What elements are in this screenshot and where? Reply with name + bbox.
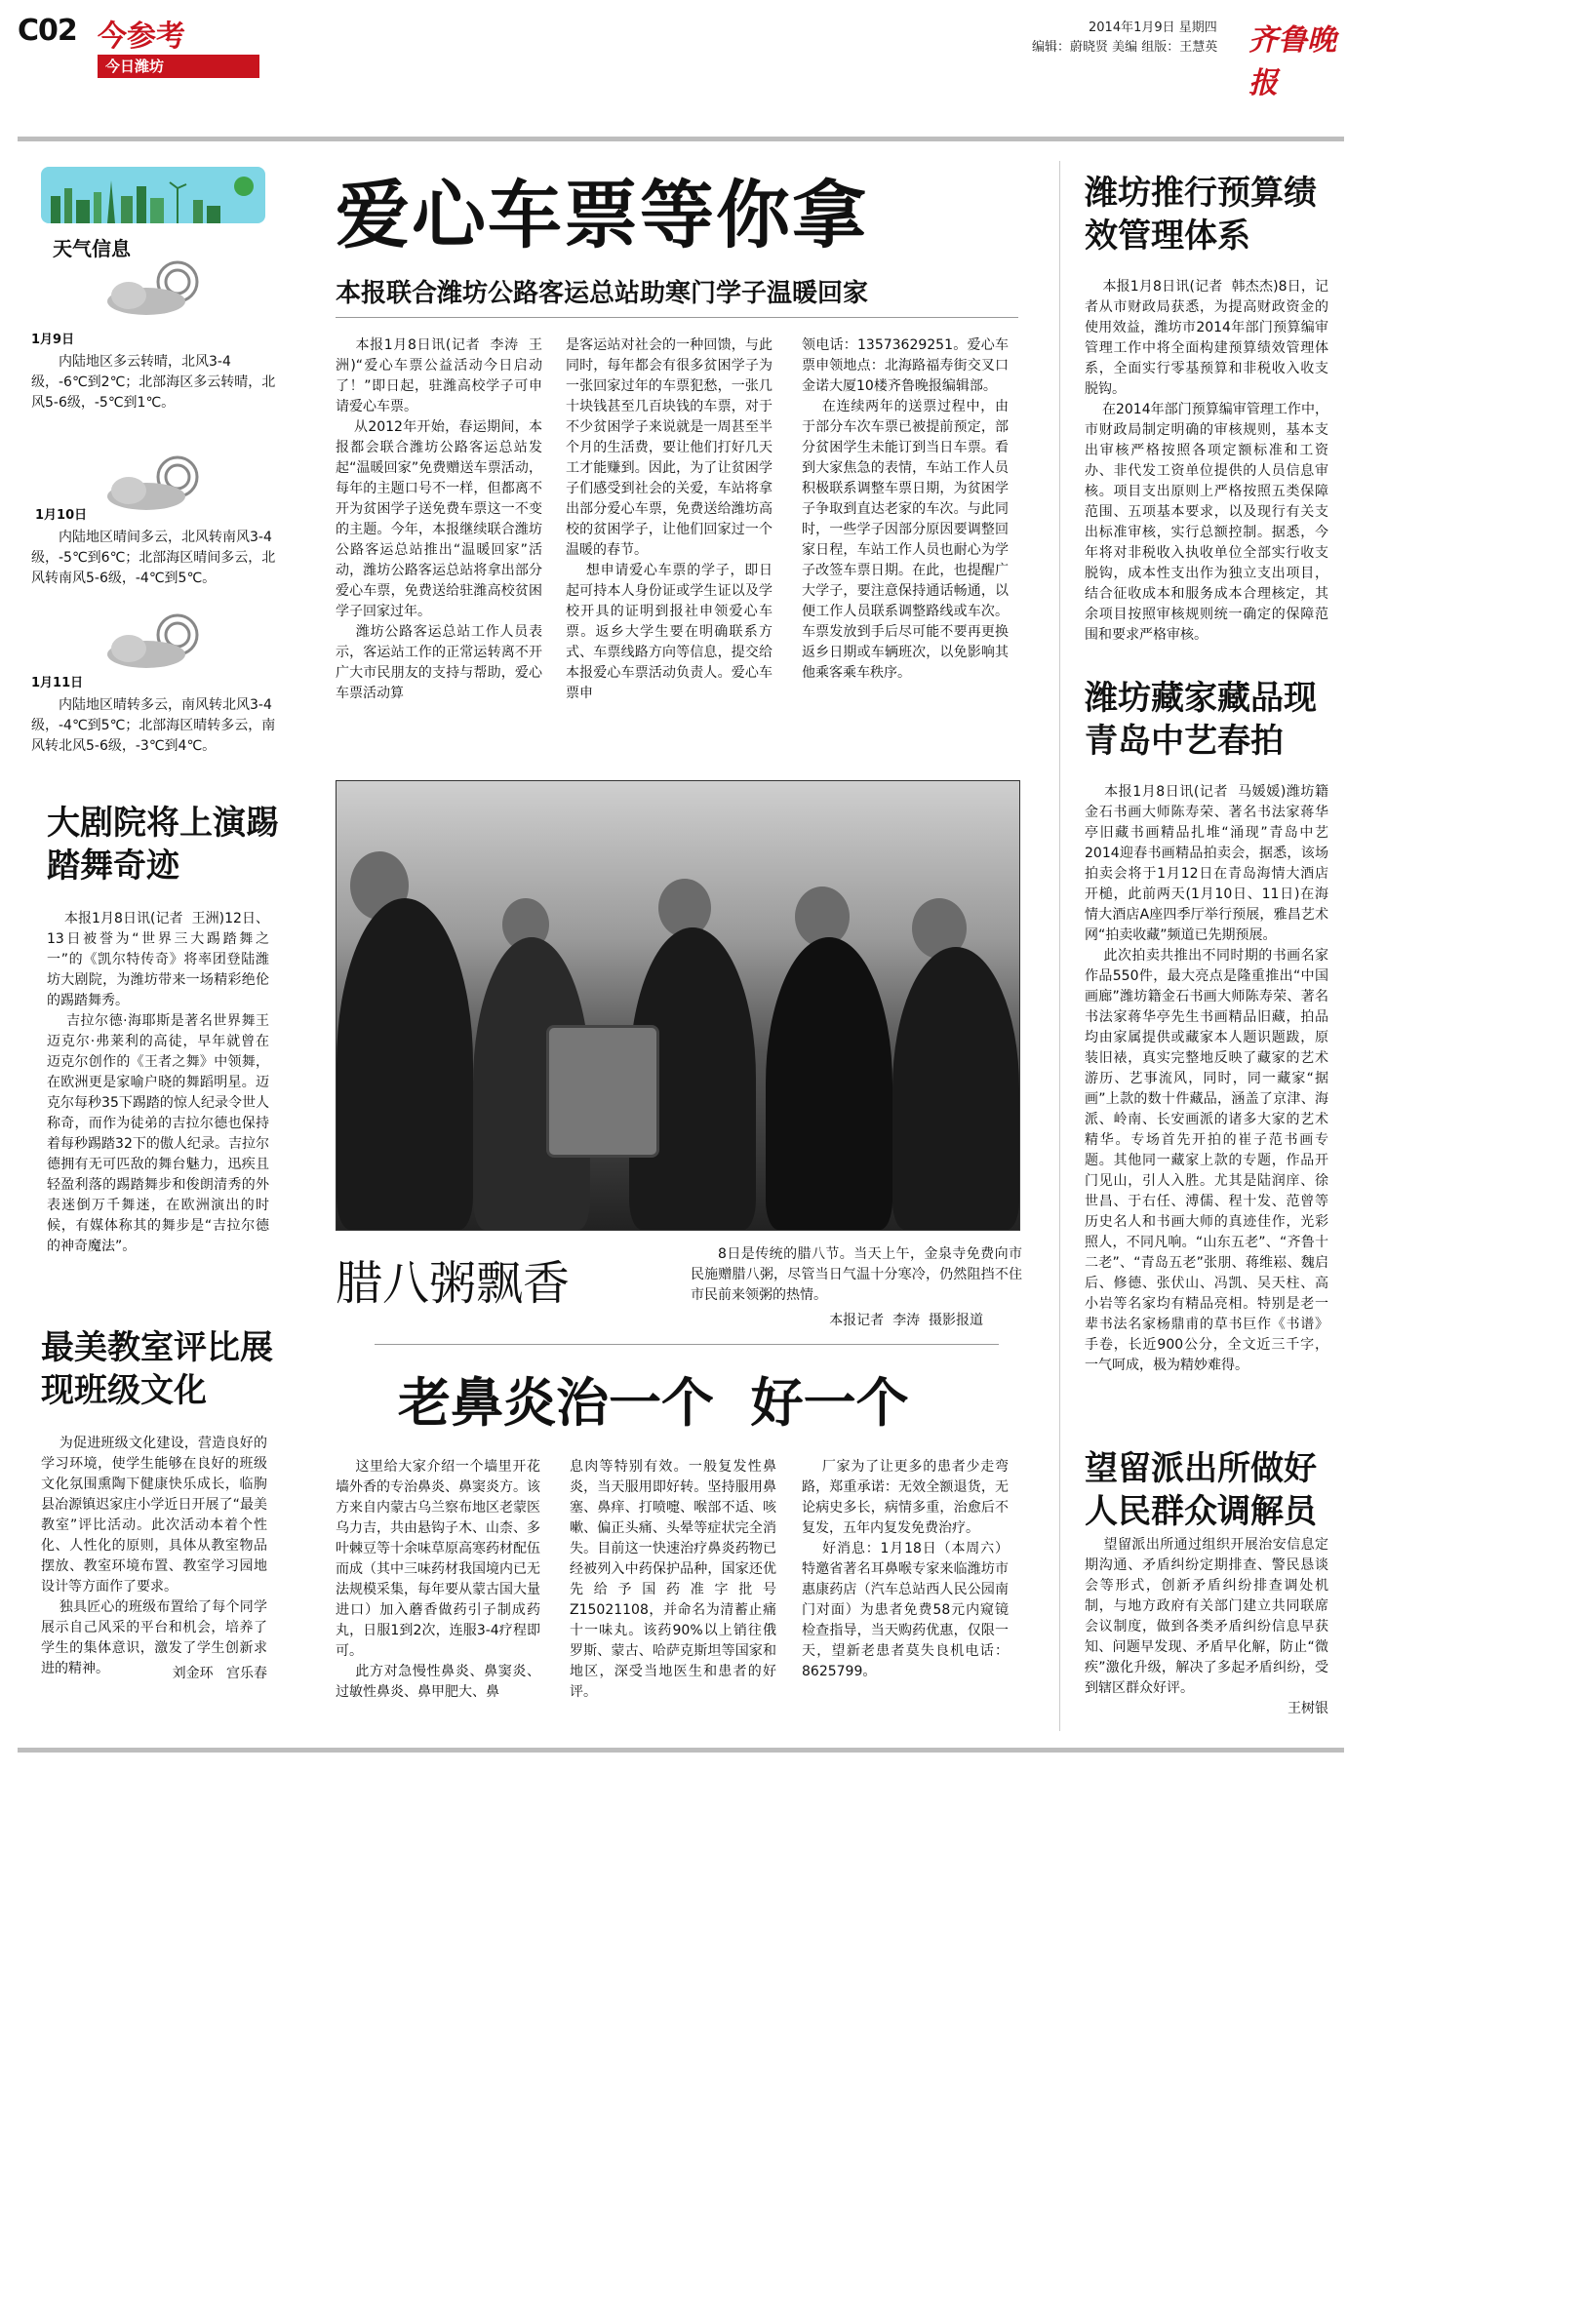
cloudy-sun-icon xyxy=(90,258,217,317)
cloudy-sun-icon xyxy=(90,453,217,512)
classroom-body: 为促进班级文化建设，营造良好的学习环境，使学生能够在良好的班级文化氛围熏陶下健康快乐成长，临朐县冶源镇迟家庄小学近日开展了“最美教室”评比活动。此次活动本着个性化、人性化的原则，具体从教室物品摆放、教室环境布置、教室学习园地设计等方面作了要求。 独具匠心的班级布置给了每个同学展示自己风采的平台和机会，培养了学生的集体意识，激发了学生创新求进的精神。 xyxy=(41,1436,267,1676)
lead-subhead: 本报联合潍坊公路客运总站助寒门学子温暖回家 xyxy=(336,279,869,308)
city-skyline-icon xyxy=(41,167,265,223)
cloudy-sun-icon xyxy=(90,611,217,670)
police-body: 望留派出所通过组织开展治安信息定期沟通、矛盾纠纷定期排查、警民恳谈会等形式，创新矛盾纠纷排查调处机制，与地方政府有关部门建立共同联席会议制度，做到各类矛盾纠纷信息早获知、问题早发现、矛盾早化解，防止“微疾”激化升级，解决了多起矛盾纠纷，受到辖区群众好评。 xyxy=(1085,1537,1328,1696)
collector-body: 本报1月8日讯(记者 马媛媛)潍坊籍金石书画大师陈寿荣、著名书法家蒋华亭旧藏书画精品扎堆“涌现”青岛中艺2014迎春书画精品拍卖会，据悉，该场拍卖会将于1月12日在青岛海情大酒店开槌，此前两天(1月10日、11日)在海情大酒店A座四季厅举行预展，雅昌艺术网“拍卖收藏”频道已先期预展。 此次拍卖共推出不同时期的书画名家作品550件，最大亮点是隆重推出“中国画廊”潍坊籍金石书画大师陈寿荣、著名书法家蒋华亭先生书画精品旧藏，拍品均由家属提供或藏家本人题识题跋，原装旧裱，真实完整地反映了藏家的艺术游历、艺事流风，同时，同一藏家“据画”上款的数十件藏品，涵盖了京津、海派、岭南、长安画派的诸多大家的艺术精华。专场首先开拍的崔子范书画专题。其他同一藏家上款的专题，作品开门见山，引人入胜。尤其是陆润庠、徐世昌、于右任、溥儒、程十发、范曾等历史名人和书画大师的真迹佳作，光彩照人，不同凡响。“山东五老”、“齐鲁十二老”、“青岛五老”张朋、蒋维崧、魏启后、修德、张伏山、冯凯、吴天柱、高小岩等名家均有精品亮相。特别是老一辈书法名家杨鼎甫的草书巨作《书谱》手卷，长近900公分，全文近三千字，一气呵成，极为精妙难得。 xyxy=(1085,784,1328,1373)
issue-date: 2014年1月9日 星期四 xyxy=(1089,20,1217,35)
ad-col-2: 息肉等特别有效。一般复发性鼻炎，当天服用即好转。坚持服用鼻塞、鼻痒、打喷嚏、喉部不适、咳嗽、偏正头痛、头晕等症状完全消失。目前这一快速治疗鼻炎药物已经被列入中药保护品种，国家还优先给予国药准字批号Z15021108，并命名为清蓄止痛十一味丸。该药90%以上销往俄罗斯、蒙古、哈萨克斯坦等国家和地区，深受当地医生和患者的好评。 xyxy=(570,1459,776,1700)
lead-headline: 爱心车票等你拿 xyxy=(336,172,868,258)
weather-text-3: 内陆地区晴转多云，南风转北风3-4级，-4℃到5℃；北部海区晴转多云，南风转北风5-6级，-3℃到4℃。 xyxy=(31,697,276,754)
weather-date-2: 1月10日 xyxy=(35,508,88,523)
classroom-headline: 最美教室评比展现班级文化 xyxy=(41,1328,273,1410)
weather-text-2: 内陆地区晴间多云，北风转南风3-4级，-5℃到6℃；北部海区晴间多云，北风转南风5-6级，-4℃到5℃。 xyxy=(31,530,276,586)
photo-caption-text: 8日是传统的腊八节。当天上午，金泉寺免费向市民施赠腊八粥，尽管当日气温十分寒冷，仍然阻挡不住市民前来领粥的热情。 xyxy=(691,1246,1022,1303)
weather-date-3: 1月11日 xyxy=(31,676,84,690)
weather-banner xyxy=(41,167,265,223)
theater-body: 本报1月8日讯(记者 王洲)12日、13日被誉为“世界三大踢踏舞之一”的《凯尔特传奇》将率团登陆潍坊大剧院，为潍坊带来一场精彩绝伦的踢踏舞秀。 吉拉尔德·海耶斯是著名世界舞王迈克尔·弗莱利的高徒，早年就曾在迈克尔创作的《王者之舞》中领舞，在欧洲更是家喻户晓的舞蹈明星。迈克尔每秒35下踢踏的惊人纪录令世人称奇，而作为徒弟的吉拉尔德也保持着每秒踢踏32下的傲人纪录。吉拉尔德拥有无可匹敌的舞台魅力，迅疾且轻盈利落的踢踏舞步和俊朗清秀的外表迷倒万千舞迷，在欧洲演出的时候，有媒体称其的舞步是“吉拉尔德的神奇魔法”。 xyxy=(47,911,269,1254)
ad-divider xyxy=(375,1344,999,1345)
page-number: C02 xyxy=(18,14,77,48)
subsection-bar: 今日潍坊 xyxy=(98,55,259,78)
budget-body: 本报1月8日讯(记者 韩杰杰)8日，记者从市财政局获悉，为提高财政资金的使用效益，潍坊市2014年部门预算编审管理工作中将全面构建预算绩效管理体系，全面实行零基预算和非税收入收支脱钩。 在2014年部门预算编审管理工作中，市财政局制定明确的审核规则，基本支出审核严格按照各项定额标准和工资办、非代发工资单位提供的人员信息审核。项目支出原则上严格按照五类保障范围、五项基本要求，以及现行有关支出标准审核，实行总额控制。据悉，今年将对非税收入执收单位全部实行收支脱钩，成本性支出作为独立支出项目，结合征收成本和服务成本合理核定，其余项目按照审核规则统一确定的保障范围和要求严格审核。 xyxy=(1085,279,1328,643)
police-byline: 王树银 xyxy=(1288,1701,1328,1716)
ad-headline: 老鼻炎治一个 好一个 xyxy=(398,1372,909,1434)
lead-divider xyxy=(336,317,1018,318)
photo-caption-title: 腊八粥飘香 xyxy=(336,1256,571,1311)
footer-rule xyxy=(18,1748,1344,1753)
lead-col-1: 本报1月8日讯(记者 李涛 王洲)“爱心车票公益活动今日启动了！”即日起，驻潍高校学子可申请爱心车票。 从2012年开始，春运期间，本报都会联合潍坊公路客运总站发起“温暖回家”免费赠送车票活动，每年的主题口号不一样，但都离不开为贫困学子送免费车票这一不变的主题。今年，本报继续联合潍坊公路客运总站推出“温暖回家”活动，潍坊公路客运总站将拿出部分爱心车票，免费送给驻潍高校贫困学子回家过年。 潍坊公路客运总站工作人员表示，客运站工作的正常运转离不开广大市民朋友的支持与帮助，爱心车票活动算 xyxy=(336,337,543,701)
lead-col-3: 领电话：13573629251。爱心车票申领地点：北海路福寿街交叉口金诺大厦10楼齐鲁晚报编辑部。 在连续两年的送票过程中，由于部分车次车票已被提前预定，部分贫困学生未能订到当日车票。看到大家焦急的表情，车站工作人员积极联系调整车票日期，为贫困学子争取到直达老家的车次。与此同时，一些学子因部分原因要调整回家日程，车站工作人员也耐心为学子改签车票日期。在此，也提醒广大学子，要注意保持通话畅通，以便工作人员联系调整路线或车次。车票发放到手后尽可能不要再更换返乡日期或车辆班次，以免影响其他乘客乘车秩序。 xyxy=(802,337,1009,681)
budget-headline: 潍坊推行预算绩效管理体系 xyxy=(1085,174,1317,256)
news-photo-laba-porridge xyxy=(336,780,1020,1231)
theater-headline: 大剧院将上演踢踏舞奇迹 xyxy=(47,804,279,886)
weather-box xyxy=(31,161,324,770)
weather-date-1: 1月9日 xyxy=(31,333,75,347)
classroom-byline: 刘金环 宫乐春 xyxy=(172,1666,267,1681)
right-column-divider xyxy=(1059,161,1060,1731)
header-rule xyxy=(18,137,1344,141)
editor-credits: 编辑：蔚晓贤 美编 组版：王慧英 xyxy=(1032,40,1218,55)
weather-title: 天气信息 xyxy=(53,237,131,260)
photo-credit: 本报记者 李涛 摄影报道 xyxy=(829,1313,983,1328)
weather-text-1: 内陆地区多云转晴，北风3-4级，-6℃到2℃；北部海区多云转晴，北风5-6级，-5℃到1℃。 xyxy=(31,354,276,411)
collector-headline: 潍坊藏家藏品现青岛中艺春拍 xyxy=(1085,679,1317,761)
newspaper-logo: 齐鲁晚报 xyxy=(1248,23,1336,100)
lead-col-2: 是客运站对社会的一种回馈，与此同时，每年都会有很多贫困学子为一张回家过年的车票犯愁，一张几十块钱甚至几百块钱的车票，对于不少贫困学子来说就是一周甚至半个月的生活费，要让他们打好几天工才能赚到。因此，为了让贫困学子们感受到社会的关爱，车站将拿出部分爱心车票，免费送给潍坊高校的贫困学子，让他们回家过一个温暖的春节。 想申请爱心车票的学子，即日起可持本人身份证或学生证以及学校开具的证明到报社申领爱心车票。返乡大学生要在明确联系方式、车票线路方向等信息，提交给本报爱心车票活动负责人。爱心车票申 xyxy=(566,337,773,701)
masthead xyxy=(18,12,1344,100)
police-headline: 望留派出所做好人民群众调解员 xyxy=(1085,1449,1317,1531)
ad-col-1: 这里给大家介绍一个墙里开花墙外香的专治鼻炎、鼻窦炎方。该方来自内蒙古乌兰察布地区老蒙医乌力吉，共由悬钩子木、山柰、多叶棘豆等十余味草原高寒药材配伍而成（其中三味药材我国境内已无法规模采集，每年要从蒙古国大量进口）加入蘑香做药引子制成药丸，日服1到2次，连服3-4疗程即可。 此方对急慢性鼻炎、鼻窦炎、过敏性鼻炎、鼻甲肥大、鼻 xyxy=(336,1459,540,1700)
ad-col-3: 厂家为了让更多的患者少走弯路，郑重承诺：无效全额退货，无论病史多长，病情多重，治愈后不复发，五年内复发免费治疗。 好消息：1月18日（本周六）特邀省著名耳鼻喉专家来临潍坊市惠康药店（汽车总站西人民公园南门对面）为患者免费58元内窥镜检查指导，当天购药优惠，仅限一天，望新老患者莫失良机电话：8625799。 xyxy=(802,1459,1009,1679)
section-title: 今参考 xyxy=(98,20,185,54)
